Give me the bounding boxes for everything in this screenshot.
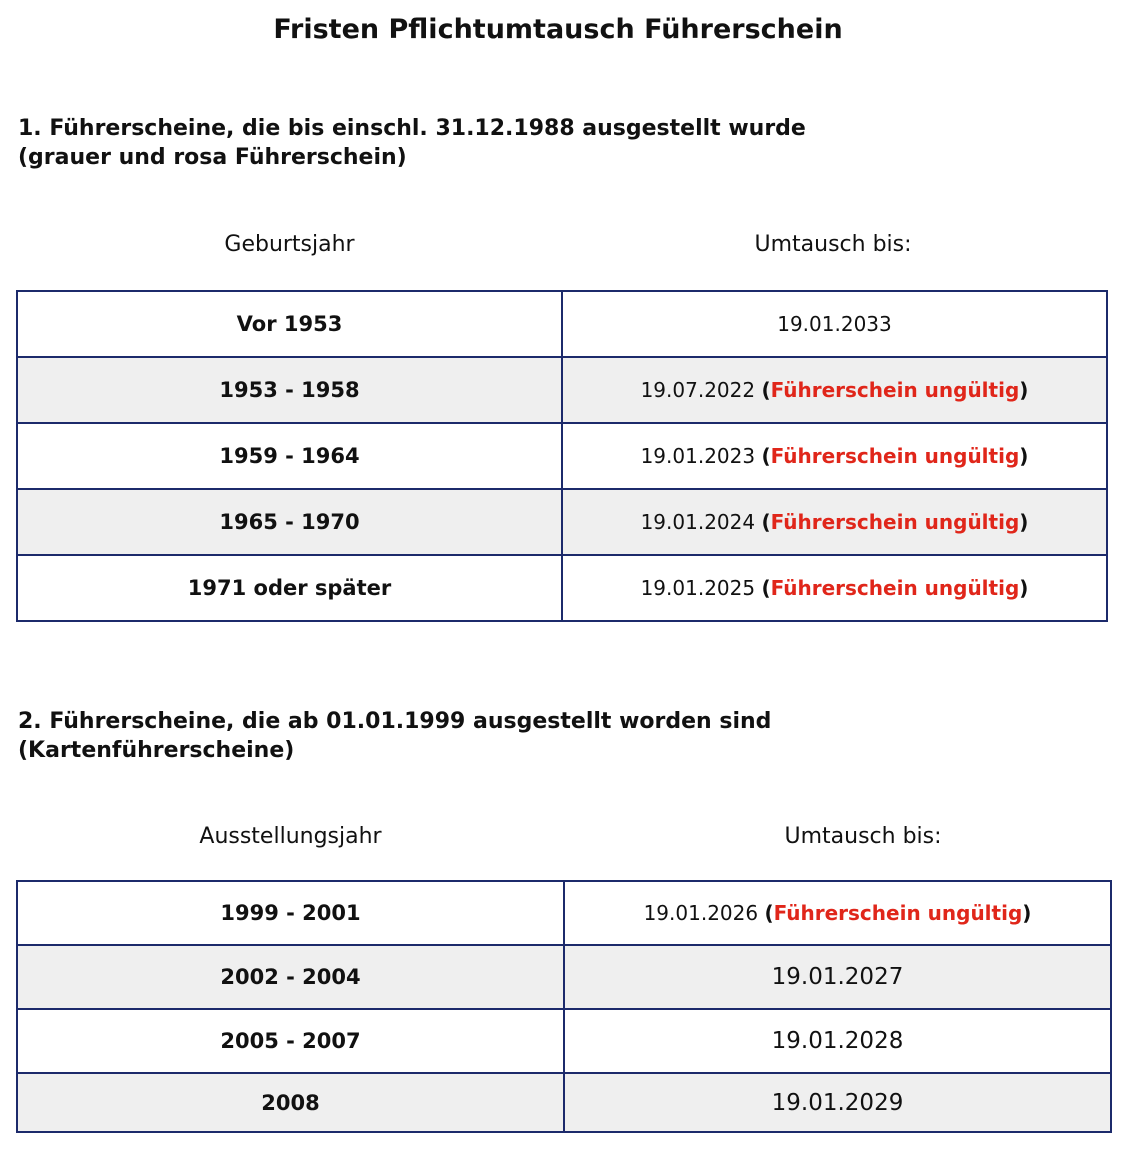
section2-heading-line1: 2. Führerscheine, die ab 01.01.1999 ausgestellt worden sind	[18, 709, 772, 734]
deadline-cell: 19.01.2026 (Führerschein ungültig)	[564, 881, 1111, 945]
deadline-cell: 19.01.2024 (Führerschein ungültig)	[562, 489, 1107, 555]
table-row	[17, 1073, 1111, 1132]
invalid-note: Führerschein ungültig	[770, 510, 1020, 534]
invalid-note: Führerschein ungültig	[770, 378, 1020, 402]
deadline-date: 19.01.2023	[640, 444, 756, 468]
invalid-note: Führerschein ungültig	[770, 444, 1020, 468]
table-row	[17, 423, 1107, 489]
table-row	[17, 357, 1107, 423]
year-cell: 1953 - 1958	[17, 357, 562, 423]
year-cell: 2005 - 2007	[17, 1009, 564, 1073]
deadline-date: 19.01.2033	[777, 312, 892, 336]
section2-heading	[18, 707, 771, 765]
year-cell: Vor 1953	[17, 291, 562, 357]
section2-heading-line2: (Kartenführerscheine)	[18, 738, 295, 763]
deadline-date: 19.01.2026	[643, 901, 759, 925]
table-row	[17, 489, 1107, 555]
deadline-date: 19.01.2027	[771, 964, 904, 990]
invalid-note: Führerschein ungültig	[770, 576, 1020, 600]
year-cell: 1965 - 1970	[17, 489, 562, 555]
section1-heading-line2: (grauer und rosa Führerschein)	[18, 145, 407, 170]
section2-column-header-deadline: Umtausch bis:	[784, 824, 942, 849]
deadline-cell: 19.01.2025 (Führerschein ungültig)	[562, 555, 1107, 621]
page-title: Fristen Pflichtumtausch Führerschein	[273, 14, 843, 45]
deadline-cell	[564, 945, 1111, 1009]
section2-column-header-issue-year: Ausstellungsjahr	[199, 824, 382, 849]
deadline-cell: 19.07.2022 (Führerschein ungültig)	[562, 357, 1107, 423]
section1-heading	[18, 114, 806, 172]
year-cell: 1999 - 2001	[17, 881, 564, 945]
deadline-date: 19.01.2028	[771, 1028, 904, 1054]
table-row	[17, 1009, 1111, 1073]
section2-table	[16, 880, 1112, 1133]
deadline-date: 19.07.2022	[640, 378, 756, 402]
table-row	[17, 291, 1107, 357]
section1-heading-line1: 1. Führerscheine, die bis einschl. 31.12.1988 ausgestellt wurde	[18, 116, 806, 141]
deadline-date: 19.01.2029	[771, 1089, 904, 1116]
section1-column-header-deadline: Umtausch bis:	[754, 232, 912, 257]
deadline-date: 19.01.2024	[640, 510, 756, 534]
deadline-cell: 19.01.2023 (Führerschein ungültig)	[562, 423, 1107, 489]
deadline-cell	[564, 1073, 1111, 1132]
table-row	[17, 881, 1111, 945]
section1-column-header-birth-year: Geburtsjahr	[224, 232, 355, 257]
year-cell: 1971 oder später	[17, 555, 562, 621]
table-row	[17, 555, 1107, 621]
section1-table	[16, 290, 1108, 622]
year-cell: 1959 - 1964	[17, 423, 562, 489]
invalid-note: Führerschein ungültig	[773, 901, 1023, 925]
deadline-cell	[562, 291, 1107, 357]
year-cell: 2008	[17, 1073, 564, 1132]
year-cell: 2002 - 2004	[17, 945, 564, 1009]
deadline-cell	[564, 1009, 1111, 1073]
deadline-date: 19.01.2025	[640, 576, 756, 600]
table-row	[17, 945, 1111, 1009]
